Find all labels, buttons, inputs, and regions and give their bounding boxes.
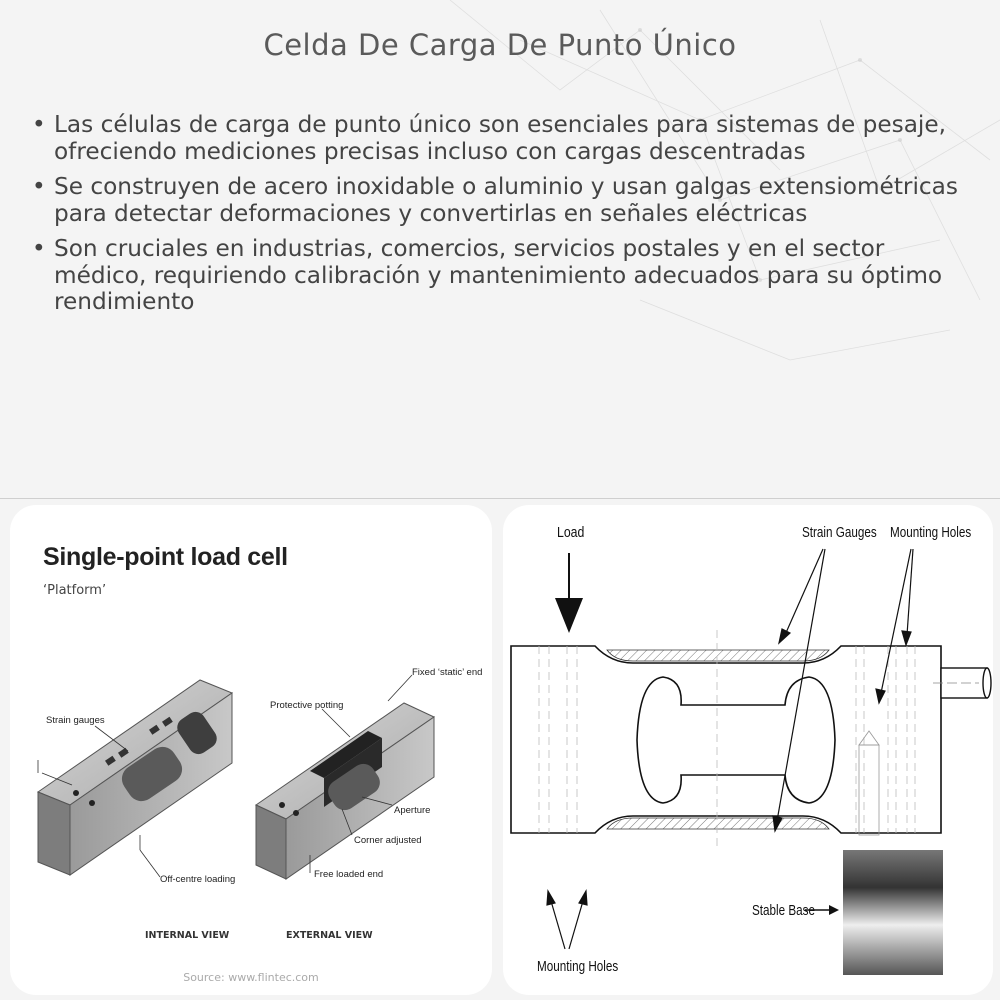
bullet-text: Son cruciales en industrias, comercios, servicios postales y en el sector médico, requiriendo calibración y mantenimiento adecuados para su óptimo rendimiento [54, 235, 943, 315]
page-title: Celda De Carga De Punto Único [263, 28, 737, 62]
label-aperture: Aperture [394, 805, 431, 816]
load-cell-diagram-panel [503, 505, 993, 995]
section-divider [0, 498, 1000, 499]
label-load: Load [557, 523, 585, 541]
aperture [637, 677, 835, 803]
label-strain-gauges: Strain Gauges [802, 523, 877, 541]
internal-view-block [38, 680, 232, 875]
label-off-centre-loading: Off-centre loading [160, 874, 236, 885]
bullet-marker: • [32, 235, 46, 262]
bullet-item [32, 174, 982, 227]
bullet-marker: • [32, 111, 46, 138]
bullet-item [32, 112, 982, 165]
bullet-text: Se construyen de acero inoxidable o aluminio y usan galgas extensiométricas para detectar deformaciones y convertirlas en señales eléctricas [54, 173, 958, 227]
bolt [859, 731, 879, 835]
mounting-holes-bottom-arrows [547, 891, 587, 949]
bullet-item [32, 236, 982, 316]
figure-source: Source: www.flintec.com [183, 971, 319, 984]
load-cell-figure-panel [10, 505, 492, 995]
figure-title: Single-point load cell [43, 543, 288, 571]
label-mounting-holes-bottom: Mounting Holes [537, 957, 619, 975]
internal-view-caption: INTERNAL VIEW [145, 930, 230, 941]
external-view-block [256, 703, 434, 879]
load-cell-cross-section-diagram [503, 505, 993, 995]
mounting-holes-top-arrows [876, 549, 913, 703]
figure-subtitle: ‘Platform’ [43, 583, 107, 598]
label-protective-potting: Protective potting [270, 700, 344, 711]
external-view-caption: EXTERNAL VIEW [286, 930, 373, 941]
load-cell-illustration [10, 505, 492, 925]
label-mounting-holes-top: Mounting Holes [890, 523, 972, 541]
stable-base [843, 850, 943, 975]
label-fixed-static-end: Fixed ‘static’ end [412, 667, 483, 678]
load-arrow [555, 553, 583, 633]
bullet-marker: • [32, 173, 46, 200]
bullet-list [32, 112, 982, 325]
bullet-text: Las células de carga de punto único son esenciales para sistemas de pesaje, ofreciendo mediciones precisas incluso con cargas descentradas [54, 111, 946, 165]
label-free-loaded-end: Free loaded end [314, 869, 384, 880]
label-corner-adjusted: Corner adjusted [354, 835, 422, 846]
label-strain-gauges: Strain gauges [46, 715, 105, 726]
label-stable-base: Stable Base [752, 901, 816, 919]
